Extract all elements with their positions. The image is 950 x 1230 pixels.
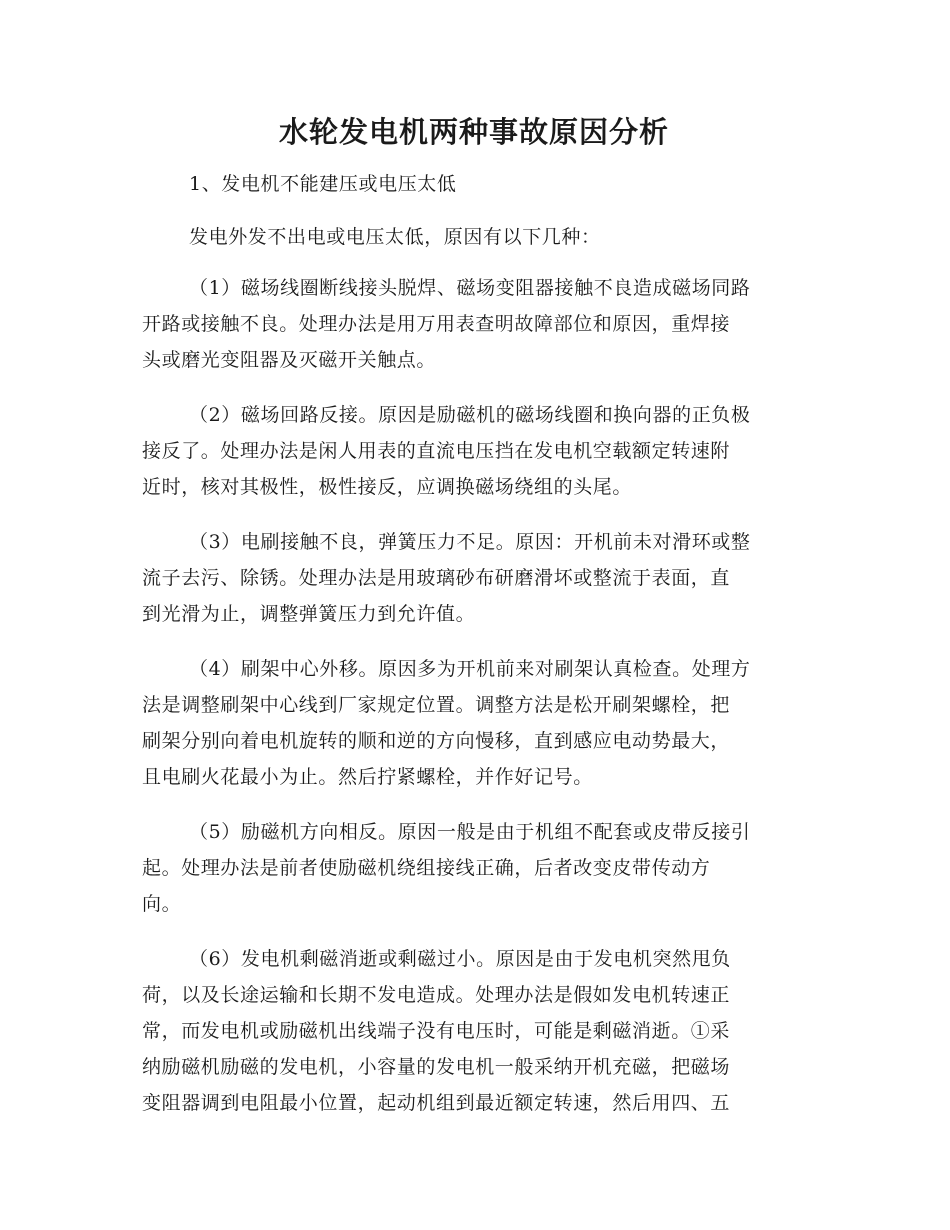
paragraph-6 [142, 941, 806, 1121]
paragraph-line: 荷，以及长途运输和长期不发电造成。处理办法是假如发电机转速正 [142, 984, 731, 1006]
paragraph-line: 向。 [142, 893, 182, 915]
paragraph-line: （4）刷架中心外移。原因多为开机前来对刷架认真检查。处理方 [189, 658, 751, 680]
paragraph-4 [142, 651, 806, 795]
paragraph-line: 近时，核对其极性，极性接反，应调换磁场绕组的头尾。 [142, 476, 633, 498]
paragraph-line: 法是调整刷架中心线到厂家规定位置。调整方法是松开刷架螺栓，把 [142, 694, 731, 716]
paragraph-line: 纳励磁机励磁的发电机，小容量的发电机一般采纳开机充磁，把磁场 [142, 1056, 731, 1078]
section-heading: 1、发电机不能建压或电压太低 [189, 173, 457, 195]
paragraph-line: （5）励磁机方向相反。原因一般是由于机组不配套或皮带反接引 [189, 821, 751, 843]
paragraph-line: （1）磁场线圈断线接头脱焊、磁场变阻器接触不良造成磁场同路 [189, 277, 751, 299]
paragraph-5 [142, 814, 806, 922]
paragraph-line: 流子去污、除锈。处理办法是用玻璃砂布研磨滑坏或整流于表面，直 [142, 567, 731, 589]
paragraph-3 [142, 524, 806, 632]
paragraph-line: （6）发电机剩磁消逝或剩磁过小。原因是由于发电机突然甩负 [189, 948, 731, 970]
paragraph-line: 刷架分别向着电机旋转的顺和逆的方向慢移，直到感应电动势最大， [142, 730, 731, 752]
paragraph-line: 且电刷火花最小为止。然后拧紧螺栓，并作好记号。 [142, 766, 593, 788]
paragraph-line: 起。处理办法是前者使励磁机绕组接线正确，后者改变皮带传动方 [142, 857, 711, 879]
paragraph-line: 开路或接触不良。处理办法是用万用表查明故障部位和原因，重焊接 [142, 313, 731, 335]
paragraph-line: 头或磨光变阻器及灭磁开关触点。 [142, 349, 437, 371]
document-title: 水轮发电机两种事故原因分析 [278, 115, 669, 149]
paragraph-line: （2）磁场回路反接。原因是励磁机的磁场线圈和换向器的正负极 [189, 404, 751, 426]
paragraph-line: 常，而发电机或励磁机出线端子没有电压时，可能是剩磁消逝。①采 [142, 1020, 731, 1042]
intro-paragraph: 发电外发不出电或电压太低，原因有以下几种： [189, 226, 601, 248]
paragraph-line: 变阻器调到电阻最小位置，起动机组到最近额定转速，然后用四、五 [142, 1092, 731, 1114]
paragraph-line: 到光滑为止，调整弹簧压力到允许值。 [142, 603, 476, 625]
paragraph-2 [142, 397, 806, 505]
paragraph-line: 接反了。处理办法是闲人用表的直流电压挡在发电机空载额定转速附 [142, 440, 731, 462]
paragraph-1 [142, 270, 806, 378]
paragraph-line: （3）电刷接触不良，弹簧压力不足。原因：开机前未对滑环或整 [189, 531, 751, 553]
